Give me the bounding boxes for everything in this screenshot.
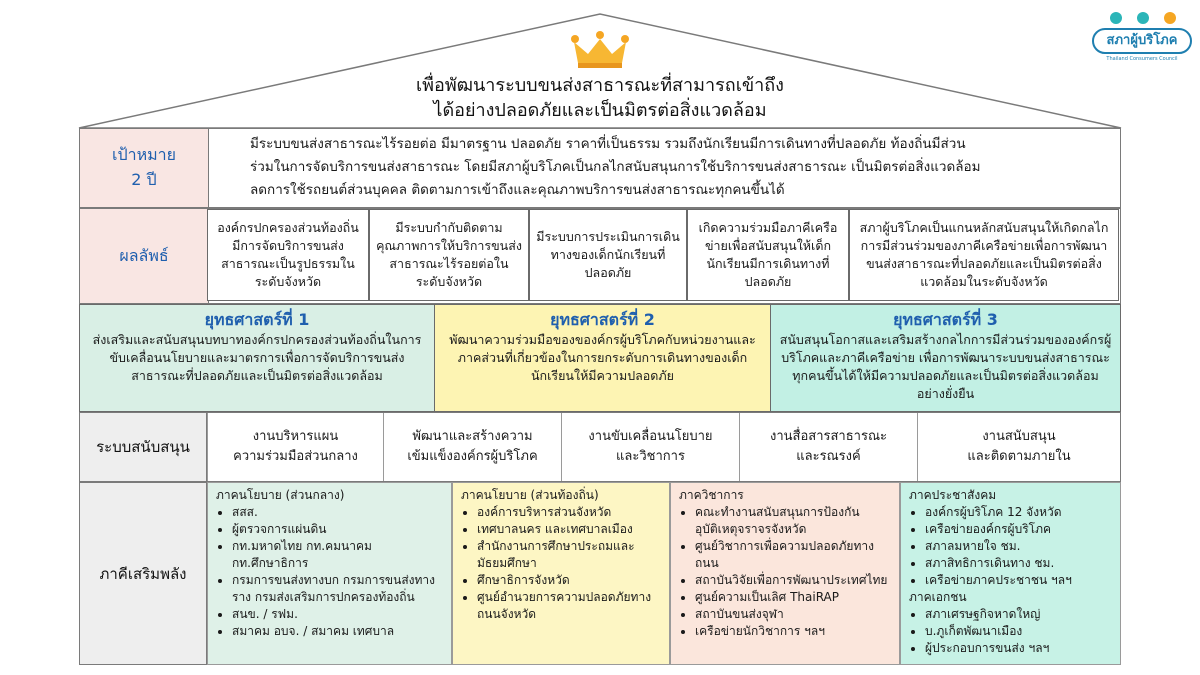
list-item: • ศูนย์อำนวยการความปลอดภัยทางถนนจังหวัด [477, 589, 661, 623]
support-item [917, 413, 1120, 481]
partner-heading: ภาควิชาการ [679, 488, 744, 502]
list-item: • กท.มหาดไทย กท.คมนาคม กท.ศึกษาธิการ [232, 538, 443, 572]
support-item-line1: งานบริหารแผน [252, 429, 339, 444]
outcome-box: สภาผู้บริโภคเป็นแกนหลักสนับสนุนให้เกิดกลไกการมีส่วนร่วมของภาคีเครือข่ายเพื่อการพัฒนาขนส่งสาธารณะที่ปลอดภัยและเป็นมิตรต่อสิ่งแวดล้อมในระดับจังหวัด [849, 209, 1119, 301]
list-item: • สถาบันขนส่งจุฬา [695, 606, 891, 623]
list-item: • ผู้ประกอบการขนส่ง ฯลฯ [925, 640, 1112, 657]
partner-heading: ภาคนโยบาย (ส่วนท้องถิ่น) [461, 488, 599, 502]
strategy-2 [434, 304, 771, 412]
support-item [739, 413, 917, 481]
support-item-line2: และวิชาการ [616, 449, 685, 464]
partner-list [461, 504, 661, 623]
title-line-2: ได้อย่างปลอดภัยและเป็นมิตรต่อสิ่งแวดล้อม [433, 100, 767, 121]
list-item: • สสส. [232, 504, 443, 521]
goal-label-line2: 2 ปี [131, 170, 157, 189]
logo-subtitle: Thailand Consumers Council [1106, 56, 1178, 62]
strategy-title: ยุทธศาสตร์ที่ 2 [550, 310, 655, 329]
list-item: • ศูนย์วิชาการเพื่อความปลอดภัยทางถนน [695, 538, 891, 572]
list-item: • เทศบาลนคร และเทศบาลเมือง [477, 521, 661, 538]
outcome-box: มีระบบการประเมินการเดินทางของเด็กนักเรียนที่ปลอดภัย [529, 209, 687, 301]
strategy-title: ยุทธศาสตร์ที่ 3 [893, 310, 998, 329]
strategy-1 [79, 304, 435, 412]
partner-column-local [452, 482, 670, 665]
list-item: • เครือข่ายองค์กรผู้บริโภค [925, 521, 1112, 538]
goal-text [250, 133, 1110, 202]
crown-icon [568, 30, 632, 70]
list-item: • สำนักงานการศึกษาประถมและมัธยมศึกษา [477, 538, 661, 572]
logo: สภาผู้บริโภค [1092, 28, 1192, 54]
goal-text-line2: ร่วมในการจัดบริการขนส่งสาธารณะ โดยมีสภาผู้บริโภคเป็นกลไกสนับสนุนการใช้บริการขนส่งสาธารณะ เป็นมิตรต่อสิ่งแวดล้อม [250, 159, 981, 175]
partner-heading: ภาคประชาสังคม [909, 488, 997, 502]
goal-text-line3: ลดการใช้รถยนต์ส่วนบุคคล ติดตามการเข้าถึงและคุณภาพบริการขนส่งสาธารณะทุกคนขึ้นได้ [250, 182, 785, 198]
strategy-text: พัฒนาความร่วมมือของของค์กรผู้บริโภคกับหน่วยงานและภาคส่วนที่เกี่ยวข้องในการยกระดับการเดินทางของเด็กนักเรียนให้มีความปลอดภัย [449, 332, 756, 383]
outcome-box: เกิดความร่วมมือภาคีเครือข่ายเพื่อสนับสนุนให้เด็กนักเรียนมีการเดินทางที่ปลอดภัย [687, 209, 849, 301]
partner-heading-private: ภาคเอกชน [909, 590, 967, 604]
partner-list [216, 504, 443, 640]
list-item: • ศึกษาธิการจังหวัด [477, 572, 661, 589]
logo-dot [1137, 12, 1149, 24]
outcomes-label: ผลลัพธ์ [79, 208, 209, 304]
list-item: • กรมการขนส่งทางบก กรมการขนส่งทางราง กรมส่งเสริมการปกครองท้องถิ่น [232, 572, 443, 606]
outcome-box: องค์กรปกครองส่วนท้องถิ่นมีการจัดบริการขนส่งสาธารณะเป็นรูปธรรมในระดับจังหวัด [207, 209, 369, 301]
strategy-3 [770, 304, 1121, 412]
partner-column-central [207, 482, 452, 665]
strategy-title: ยุทธศาสตร์ที่ 1 [204, 310, 310, 329]
support-item-line1: งานสนับสนุน [982, 429, 1056, 444]
outcome-box: มีระบบกำกับติดตามคุณภาพการให้บริการขนส่งสาธารณะไร้รอยต่อในระดับจังหวัด [369, 209, 529, 301]
strategy-text: ส่งเสริมและสนับสนุนบทบาทองค์กรปกครองส่วนท้องถิ่นในการขับเคลื่อนนโยบายและมาตรการเพื่อการจัดบริการขนส่งสาธารณะที่ปลอดภัยและเป็นมิตรต่อสิ่งแวดล้อม [92, 332, 422, 383]
support-item-line1: งานขับเคลื่อนนโยบาย [588, 429, 713, 444]
list-item: • สถาบันวิจัยเพื่อการพัฒนาประเทศไทย [695, 572, 891, 589]
list-item: • องค์กรผู้บริโภค 12 จังหวัด [925, 504, 1112, 521]
support-item-line2: และติดตามภายใน [967, 449, 1071, 464]
list-item: • สภาเศรษฐกิจหาดใหญ่ [925, 606, 1112, 623]
partner-heading: ภาคนโยบาย (ส่วนกลาง) [216, 488, 345, 502]
partner-list [909, 606, 1112, 657]
partner-list [679, 504, 891, 640]
support-item [207, 413, 383, 481]
list-item: • ผู้ตรวจการแผ่นดิน [232, 521, 443, 538]
list-item: • สภาสิทธิการเดินทาง ชม. [925, 555, 1112, 572]
partner-column-academic [670, 482, 900, 665]
title-line-1: เพื่อพัฒนาระบบขนส่งสาธารณะที่สามารถเข้าถึง [416, 75, 784, 96]
list-item: • ศูนย์ความเป็นเลิศ ThaiRAP [695, 589, 891, 606]
logo-dot [1110, 12, 1122, 24]
support-item-line2: ความร่วมมือส่วนกลาง [233, 449, 358, 464]
list-item: • สมาคม อบจ. / สมาคม เทศบาล [232, 623, 443, 640]
list-item: • เครือข่ายภาคประชาชน ฯลฯ [925, 572, 1112, 589]
support-item-line1: งานสื่อสารสาธารณะ [770, 429, 887, 444]
partner-column-civil [900, 482, 1121, 665]
list-item: • เครือข่ายนักวิชาการ ฯลฯ [695, 623, 891, 640]
partner-list [909, 504, 1112, 589]
strategy-text: สนับสนุนโอกาสและเสริมสร้างกลไกการมีส่วนร่วมขององค์กรผู้บริโภคและภาคีเครือข่าย เพื่อการพัฒนาระบบขนส่งสาธารณะทุกคนขึ้นได้ให้มีความปลอดภัยและเป็นมิตรต่อสิ่งแวดล้อมอย่างยั่งยืน [779, 332, 1112, 401]
support-item-line2: และรณรงค์ [796, 449, 861, 464]
support-item-line1: พัฒนาและสร้างความ [412, 429, 533, 444]
support-item-line2: เข้มแข็งองค์กรผู้บริโภค [407, 449, 538, 464]
support-item [561, 413, 739, 481]
page-title [300, 73, 900, 123]
list-item: • บ.ภูเก็ตพัฒนาเมือง [925, 623, 1112, 640]
partners-label: ภาคีเสริมพลัง [79, 482, 207, 665]
support-label: ระบบสนับสนุน [79, 412, 207, 482]
logo-dot [1164, 12, 1176, 24]
goal-label [79, 128, 209, 208]
list-item: • คณะทำงานสนับสนุนการป้องกันอุบัติเหตุจราจรจังหวัด [695, 504, 891, 538]
goal-label-line1: เป้าหมาย [111, 145, 177, 164]
goal-text-line1: มีระบบขนส่งสาธารณะไร้รอยต่อ มีมาตรฐาน ปลอดภัย ราคาที่เป็นธรรม รวมถึงนักเรียนมีการเดินทางที่ปลอดภัย ท้องถิ่นมีส่วน [250, 136, 966, 152]
list-item: • สนข. / รฟม. [232, 606, 443, 623]
support-item [383, 413, 561, 481]
list-item: • สภาลมหายใจ ชม. [925, 538, 1112, 555]
list-item: • องค์การบริหารส่วนจังหวัด [477, 504, 661, 521]
